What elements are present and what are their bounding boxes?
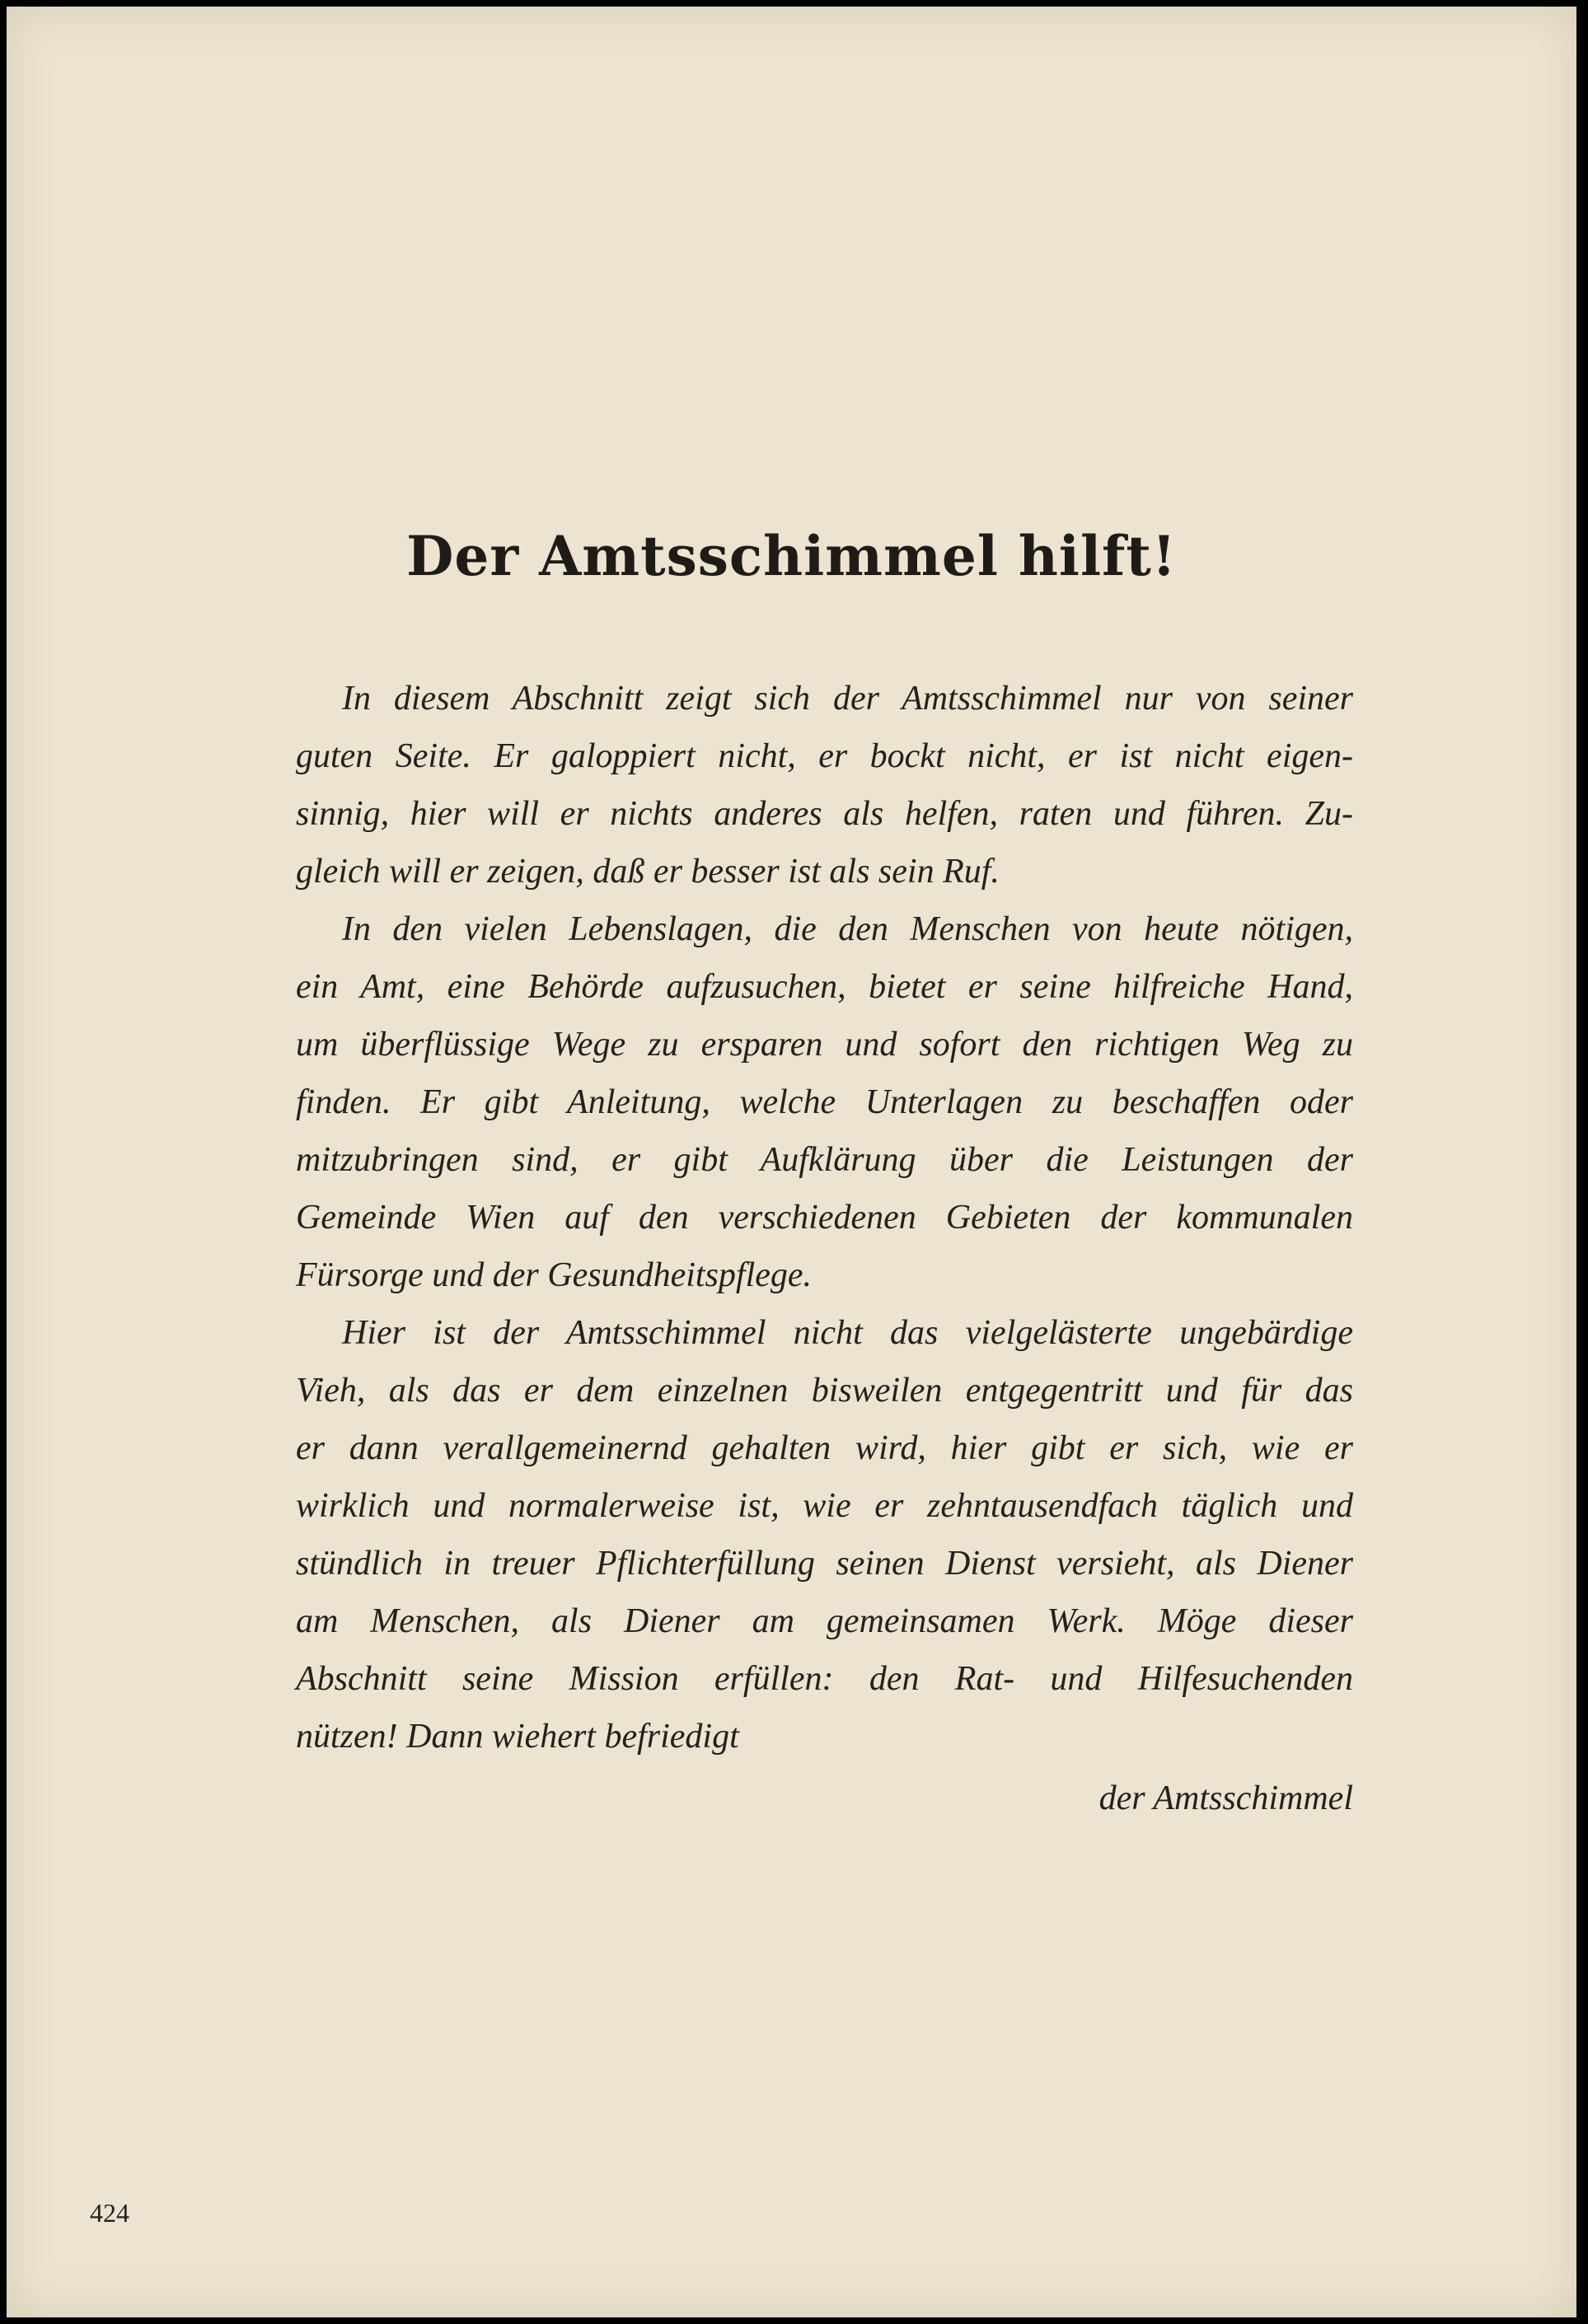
text-line: Vieh, als das er dem einzelnen bisweilen entgegentritt und für das <box>296 1372 1353 1410</box>
text-line: guten Seite. Er galoppiert nicht, er bockt nicht, er ist nicht eigen- <box>296 737 1353 775</box>
text-line: In diesem Abschnitt zeigt sich der Amtsschimmel nur von seiner <box>342 680 1353 718</box>
text-line: nützen! Dann wiehert befriedigt <box>296 1718 739 1756</box>
text-line: stündlich in treuer Pflichterfüllung seinen Dienst versieht, als Diener <box>296 1545 1353 1583</box>
text-line: Abschnitt seine Mission erfüllen: den Rat- und Hilfesuchenden <box>296 1660 1353 1698</box>
text-line: gleich will er zeigen, daß er besser ist als sein Ruf. <box>296 853 1000 891</box>
page-title: Der Amtsschimmel hilft! <box>406 524 1177 588</box>
document-page <box>7 7 1576 2317</box>
signature-line: der Amtsschimmel <box>1098 1779 1353 1817</box>
page-number: 424 <box>90 2198 129 2228</box>
text-line: Hier ist der Amtsschimmel nicht das vielgelästerte ungebärdige <box>342 1314 1353 1352</box>
text-line: Gemeinde Wien auf den verschiedenen Gebieten der kommunalen <box>296 1199 1353 1237</box>
text-line: er dann verallgemeinernd gehalten wird, hier gibt er sich, wie er <box>296 1429 1353 1467</box>
text-line: am Menschen, als Diener am gemeinsamen Werk. Möge dieser <box>296 1602 1353 1640</box>
text-line: In den vielen Lebenslagen, die den Menschen von heute nötigen, <box>342 910 1353 948</box>
text-line: mitzubringen sind, er gibt Aufklärung über die Leistungen der <box>296 1141 1353 1179</box>
text-line: Fürsorge und der Gesundheitspflege. <box>296 1256 813 1294</box>
text-line: sinnig, hier will er nichts anderes als helfen, raten und führen. Zu- <box>296 795 1353 833</box>
text-line: wirklich und normalerweise ist, wie er zehntausendfach täglich und <box>296 1487 1353 1525</box>
text-line: ein Amt, eine Behörde aufzusuchen, bietet er seine hilfreiche Hand, <box>296 968 1353 1006</box>
text-line: um überflüssige Wege zu ersparen und sofort den richtigen Weg zu <box>296 1026 1353 1064</box>
text-line: finden. Er gibt Anleitung, welche Unterlagen zu beschaffen oder <box>296 1083 1353 1121</box>
